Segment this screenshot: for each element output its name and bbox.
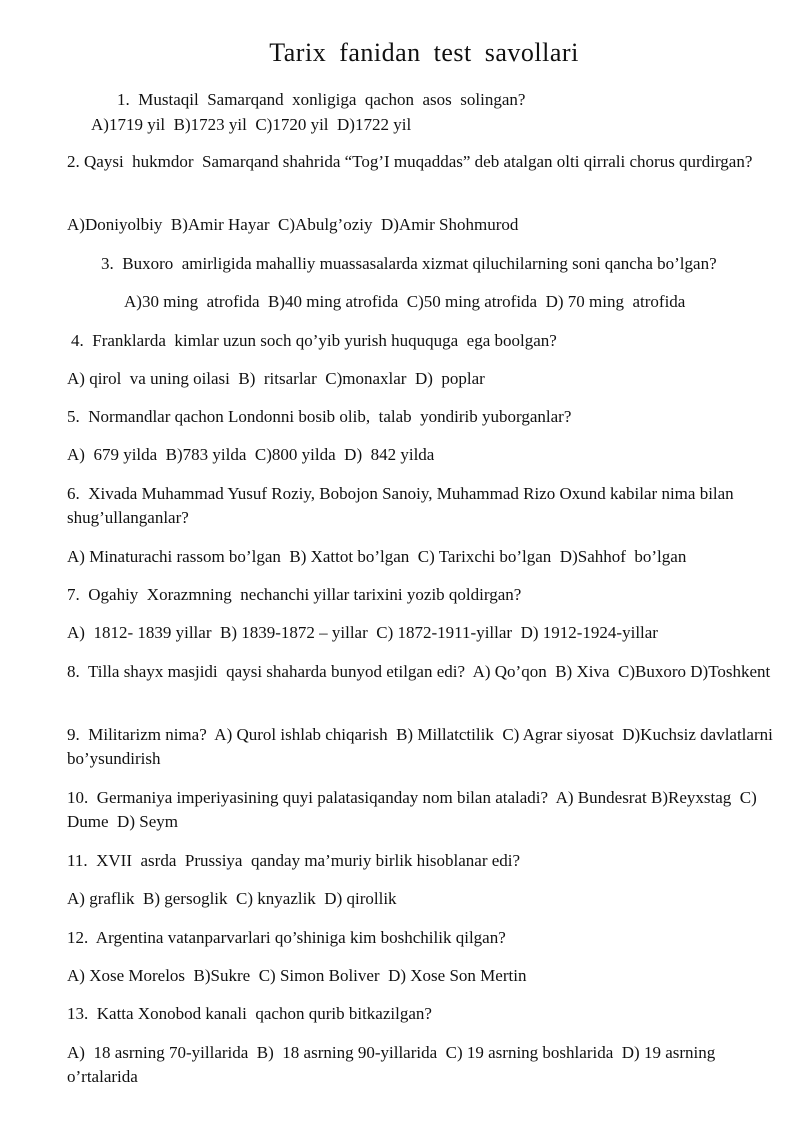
question-2: 2. Qaysi hukmdor Samarqand shahrida “Tog’I muqaddas” deb atalgan olti qirrali chorus qurdirgan? [67,152,753,171]
question-7: 7. Ogahiy Xorazmning nechanchi yillar tarixini yozib qoldirgan? [67,585,522,604]
answers-3: A)30 ming atrofida B)40 ming atrofida C)50 ming atrofida D) 70 ming atrofida [124,292,686,311]
answers-12: A) Xose Morelos B)Sukre C) Simon Boliver D) Xose Son Mertin [67,966,527,985]
document-title: Tarix fanidan test savollari [269,38,579,67]
question-5: 5. Normandlar qachon Londonni bosib olib, talab yondirib yuborganlar? [67,407,572,426]
question-6: 6. Xivada Muhammad Yusuf Roziy, Bobojon Sanoiy, Muhammad Rizo Oxund kabilar nima bilan shug’ullanganlar? [67,484,738,527]
question-4: 4. Franklarda kimlar uzun soch qo’yib yurish huququga ega boolgan? [71,331,557,350]
question-12: 12. Argentina vatanparvarlari qo’shiniga kim boshchilik qilgan? [67,928,506,947]
answers-4: A) qirol va uning oilasi B) ritsarlar C)monaxlar D) poplar [67,369,485,388]
question-9: 9. Militarizm nima? A) Qurol ishlab chiqarish B) Millatctilik C) Agrar siyosat D)Kuchsiz davlatlarni bo’ysundirish [67,725,778,768]
question-8: 8. Tilla shayx masjidi qaysi shaharda bunyod etilgan edi? A) Qo’qon B) Xiva C)Buxoro D)Toshkent [67,662,771,681]
answers-1: A)1719 yil B)1723 yil C)1720 yil D)1722 yil [91,115,412,134]
question-10: 10. Germaniya imperiyasining quyi palatasiqanday nom bilan ataladi? A) Bundesrat B)Reyxstag C) Dume D) Seym [67,788,762,831]
question-3: 3. Buxoro amirligida mahalliy muassasalarda xizmat qiluchilarning soni qancha bo’lgan? [101,254,717,273]
answers-6: A) Minaturachi rassom bo’lgan B) Xattot bo’lgan C) Tarixchi bo’lgan D)Sahhof bo’lgan [67,547,687,566]
question-11: 11. XVII asrda Prussiya qanday ma’muriy birlik hisoblanar edi? [67,851,521,870]
question-13: 13. Katta Xonobod kanali qachon qurib bitkazilgan? [67,1004,432,1023]
question-1: 1. Mustaqil Samarqand xonligiga qachon asos solingan? [117,90,526,109]
answers-2: A)Doniyolbiy B)Amir Hayar C)Abulg’oziy D)Amir Shohmurod [67,215,519,234]
answers-13: A) 18 asrning 70-yillarida B) 18 asrning 90-yillarida C) 19 asrning boshlarida D) 19 asrning o’rtalarida [67,1043,720,1086]
answers-5: A) 679 yilda B)783 yilda C)800 yilda D) 842 yilda [67,445,435,464]
answers-7: A) 1812- 1839 yillar B) 1839-1872 – yillar C) 1872-1911-yillar D) 1912-1924-yillar [67,623,658,642]
answers-11: A) graflik B) gersoglik C) knyazlik D) qirollik [67,889,397,908]
